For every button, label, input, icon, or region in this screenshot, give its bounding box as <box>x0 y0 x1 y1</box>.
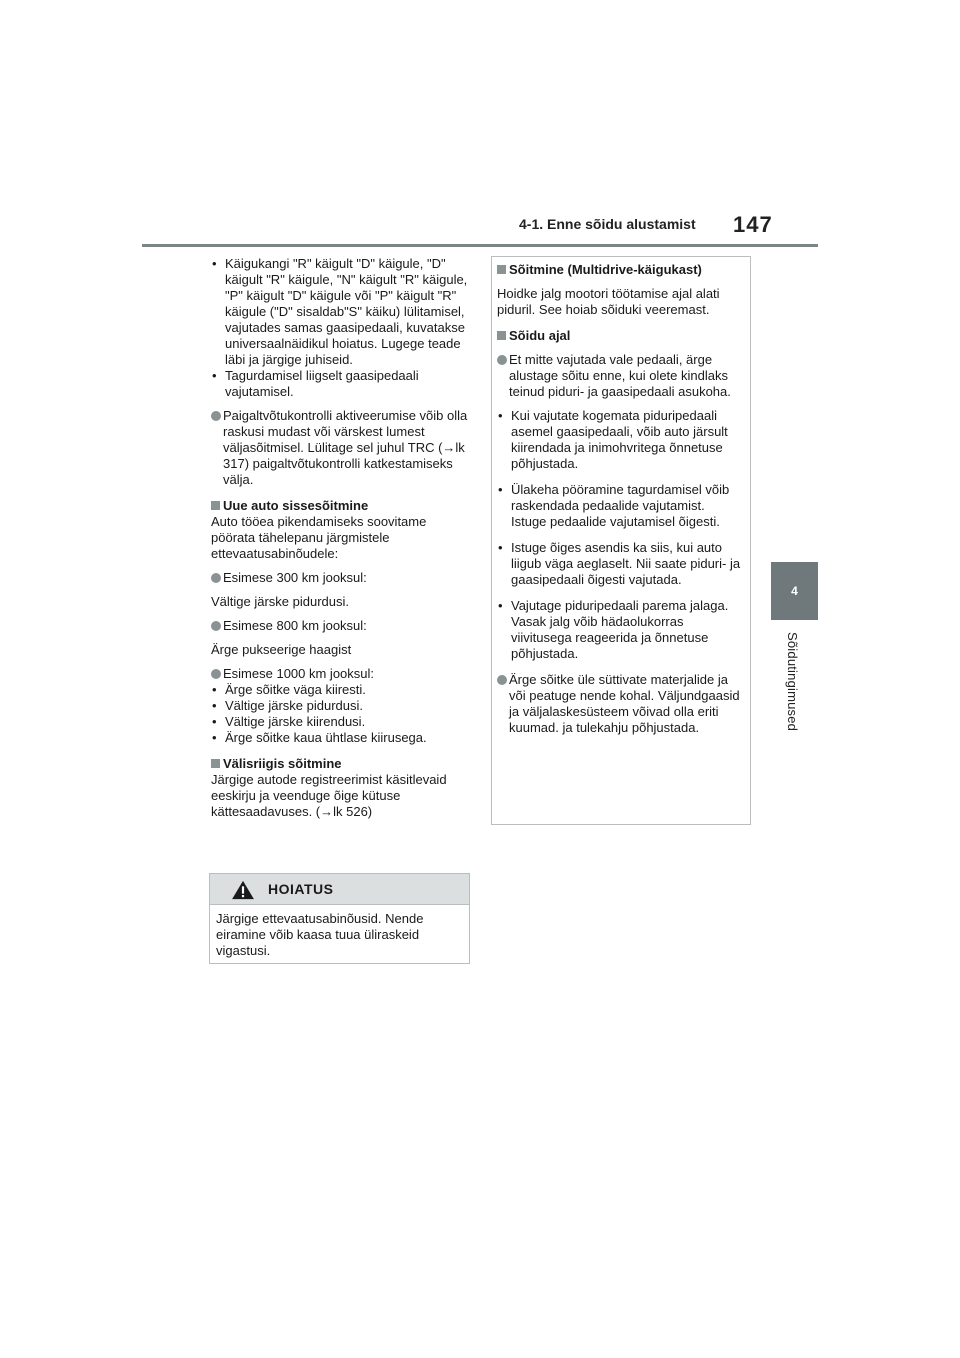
square-bullet-icon <box>497 265 506 274</box>
circle-bullet-icon <box>211 669 221 679</box>
driving-bullet-list-2 <box>497 482 743 530</box>
km300-text: Vältige järske pidurdusi. <box>211 594 350 609</box>
km800-label: Esimese 800 km jooksul: <box>223 618 367 633</box>
driving-bullet-list-4 <box>497 598 743 662</box>
km1000-label: Esimese 1000 km jooksul: <box>223 666 375 681</box>
km1000-item <box>211 666 473 682</box>
abroad-heading-text: Välisriigis sõitmine <box>223 756 342 771</box>
warning-body: Järgige ettevaatusabinõusid. Nende eiramine võib kaasa tuua üliraskeid vigastusi. <box>216 911 424 958</box>
driving-bullet-list-3 <box>497 540 743 588</box>
circle-bullet-icon <box>497 355 507 365</box>
warning-title: HOIATUS <box>268 881 334 897</box>
square-bullet-icon <box>497 331 506 340</box>
km300-label: Esimese 300 km jooksul: <box>223 570 367 585</box>
driving-heading-text: Sõidu ajal <box>509 328 571 343</box>
abroad-heading <box>211 756 473 772</box>
warning-box <box>209 873 470 964</box>
right-info-box <box>491 256 751 825</box>
list-item: • Kui vajutate kogemata piduripedaali asemel gaasipedaali, võib auto järsult kiirendada ja inimohvritega õnnetuse põhjustada. <box>497 408 743 472</box>
new-car-heading <box>211 498 473 514</box>
circle-bullet-icon <box>211 411 221 421</box>
pedal-note <box>497 352 743 400</box>
square-bullet-icon <box>211 759 220 768</box>
traction-text: Paigaltvõtukontrolli aktiveerumise võib olla raskusi mudast või värskest lumest väljasõitmisel. Lülitage sel juhul TRC (→lk 317) paigaltvõtukontrolli katkestamiseks välja. <box>223 408 468 487</box>
page-number: 147 <box>733 212 773 237</box>
multidrive-text: Hoidke jalg mootori töötamise ajal alati piduril. See hoiab sõiduki veeremast. <box>497 286 720 317</box>
driving-heading <box>497 328 743 344</box>
new-car-heading-text: Uue auto sissesõitmine <box>223 498 369 513</box>
warning-header <box>210 874 469 905</box>
warning-triangle-icon <box>230 880 256 900</box>
list-item: • Käigukangi "R" käigult "D" käigule, "D" käigult "R" käigule, "N" käigult "R" käigule, "P" käigult "D" käigule või "P" käigult "R" käigule ("D" sisaldab"S" käiku) lülitamisel, vajutades samas gaasipedaali, kuvatakse universaalnäidikul hoiatus. Lugege teade läbi ja järgige juhiseid. <box>211 256 473 368</box>
km1000-bullet-list <box>211 682 473 746</box>
square-bullet-icon <box>211 501 220 510</box>
list-item: • Ärge sõitke kaua ühtlase kiirusega. <box>211 730 473 746</box>
new-car-text: Auto tööea pikendamiseks soovitame pöörata tähelepanu järgmistele ettevaatusabinõudele: <box>211 514 427 561</box>
list-item: • Tagurdamisel liigselt gaasipedaali vajutamisel. <box>211 368 473 400</box>
traction-note <box>211 408 473 488</box>
km800-text: Ärge pukseerige haagist <box>211 642 352 657</box>
circle-bullet-icon <box>211 621 221 631</box>
header-divider <box>142 244 818 247</box>
abroad-text: Järgige autode registreerimist käsitlevaid eeskirju ja veenduge õige kütuse kättesaadavuses. (→lk 526) <box>211 772 447 819</box>
multidrive-heading <box>497 262 743 278</box>
chapter-tab <box>771 562 818 620</box>
list-item: • Vältige järske kiirendusi. <box>211 714 473 730</box>
multidrive-heading-text: Sõitmine (Multidrive-käigukast) <box>509 262 702 277</box>
km800-item <box>211 618 473 634</box>
left-column <box>211 256 473 820</box>
list-item: • Ülakeha pööramine tagurdamisel võib raskendada pedaalide vajutamist. Istuge pedaalide vajutamisel õigesti. <box>497 482 743 530</box>
chapter-title: Sõidutingimused <box>785 632 800 732</box>
flammable-note <box>497 672 743 736</box>
chapter-number: 4 <box>791 584 798 598</box>
section-title: 4-1. Enne sõidu alustamist <box>519 216 696 232</box>
list-item: • Vajutage piduripedaali parema jalaga. Vasak jalg võib hädaolukorras viivitusega reageerida ja õnnetuse põhjustada. <box>497 598 743 662</box>
intro-bullet-list <box>211 256 473 400</box>
km300-item <box>211 570 473 586</box>
list-item: • Ärge sõitke väga kiiresti. <box>211 682 473 698</box>
list-item: • Vältige järske pidurdusi. <box>211 698 473 714</box>
circle-bullet-icon <box>497 675 507 685</box>
driving-bullet-list <box>497 408 743 472</box>
flammable-text: Ärge sõitke üle süttivate materjalide ja või peatuge nende kohal. Väljundgaasid ja väljalaskesüsteem võivad olla eriti kuumad. ja tulekahju põhjustada. <box>509 672 740 735</box>
list-item: • Istuge õiges asendis ka siis, kui auto liigub väga aeglaselt. Nii saate piduri- ja gaasipedaali õigesti vajutada. <box>497 540 743 588</box>
circle-bullet-icon <box>211 573 221 583</box>
pedal-text: Et mitte vajutada vale pedaali, ärge alustage sõitu enne, kui olete kindlaks teinud piduri- ja gaasipedaali asukoha. <box>509 352 731 399</box>
